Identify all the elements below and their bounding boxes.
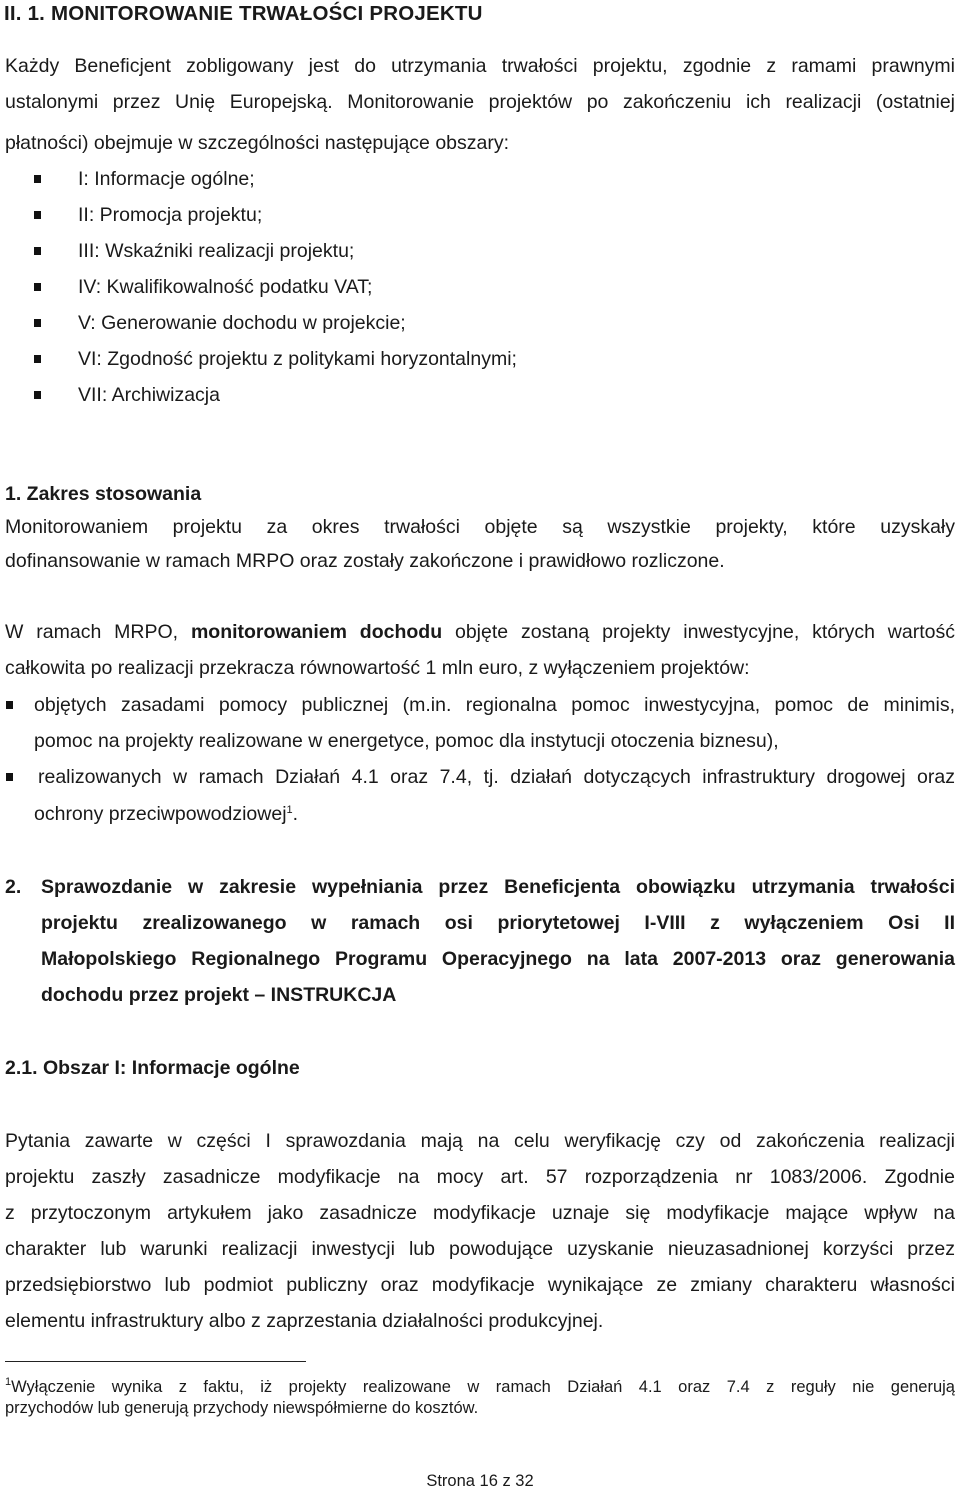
square-bullet-icon — [6, 701, 13, 709]
section-2-1-line-6: elementu infrastruktury albo z zaprzestania działalności produkcyjnej. — [5, 1310, 604, 1332]
section-2-heading-line-3: Małopolskiego Regionalnego Programu Operacyjnego na lata 2007-2013 oraz generowania — [41, 948, 955, 970]
area-item-3: III: Wskaźniki realizacji projektu; — [78, 240, 355, 262]
area-item-2: II: Promocja projektu; — [78, 204, 263, 226]
exclusion-1-line-1: objętych zasadami pomocy publicznej (m.in. regionalna pomoc inwestycyjna, pomoc de minimis, — [34, 694, 955, 716]
area-item-6: VI: Zgodność projektu z politykami horyzontalnymi; — [78, 348, 517, 370]
intro-line-1: Każdy Beneficjent zobligowany jest do utrzymania trwałości projektu, zgodnie z ramami prawnymi — [5, 55, 955, 77]
mrpo-bold-term: monitorowaniem dochodu — [190, 621, 443, 643]
section-1-heading: 1. Zakres stosowania — [5, 483, 202, 505]
square-bullet-icon — [34, 175, 41, 183]
footnote-line-2: przychodów lub generują przychody niewspółmierne do kosztów. — [5, 1399, 479, 1417]
footnote-mark: 1 — [5, 1376, 12, 1388]
intro-line-3: płatności) obejmuje w szczególności następujące obszary: — [5, 132, 510, 154]
square-bullet-icon — [34, 211, 41, 219]
square-bullet-icon — [34, 283, 41, 291]
section-2-heading-line-1: Sprawozdanie w zakresie wypełniania przez Beneficjenta obowiązku utrzymania trwałości — [41, 876, 955, 898]
footnote-separator — [5, 1361, 306, 1362]
section-2-1-line-3: z przytoczonym artykułem jako zasadnicze modyfikacje uznaje się modyfikacje mające wpływ na — [5, 1202, 955, 1224]
square-bullet-icon — [34, 355, 41, 363]
mrpo-line-1 — [5, 620, 955, 644]
section-2-number: 2. — [5, 876, 22, 898]
exclusion-2-end: . — [292, 803, 299, 825]
section-2-1-line-4: charakter lub warunki realizacji inwestycji lub powodujące uzyskanie nieuzasadnionej korzyści przez — [5, 1238, 955, 1260]
intro-line-2: ustalonymi przez Unię Europejską. Monitorowanie projektów po zakończeniu ich realizacji (ostatniej — [5, 91, 955, 113]
footnote-text-1: Wyłączenie wynika z faktu, iż projekty realizowane w ramach Działań 4.1 oraz 7.4 z reguły nie generują — [11, 1378, 955, 1396]
section-2-1-heading: 2.1. Obszar I: Informacje ogólne — [5, 1057, 300, 1079]
area-item-1: I: Informacje ogólne; — [78, 168, 255, 190]
section-2-heading-line-2: projektu zrealizowanego w ramach osi priorytetowej I-VIII z wyłączeniem Osi II — [41, 912, 955, 934]
footnote-reference: 1 — [286, 804, 293, 816]
section-1-line-1: Monitorowaniem projektu za okres trwałości objęte są wszystkie projekty, które uzyskały — [5, 516, 955, 538]
exclusion-1-line-2: pomoc na projekty realizowane w energetyce, pomoc dla instytucji otoczenia biznesu), — [34, 730, 779, 752]
square-bullet-icon — [6, 773, 13, 781]
exclusion-2-line-1: realizowanych w ramach Działań 4.1 oraz 7.4, tj. działań dotyczących infrastruktury drogowej oraz — [38, 766, 955, 788]
square-bullet-icon — [34, 319, 41, 327]
page-number: Strona 16 z 32 — [426, 1472, 534, 1490]
area-item-5: V: Generowanie dochodu w projekcie; — [78, 312, 406, 334]
section-2-1-line-2: projektu zaszły zasadnicze modyfikacje na mocy art. 57 rozporządzenia nr 1083/2006. Zgodnie — [5, 1166, 955, 1188]
footnote-line-1 — [5, 1377, 955, 1397]
area-item-7: VII: Archiwizacja — [78, 384, 220, 406]
exclusion-2-line-2 — [34, 802, 298, 826]
page-title: II. 1. MONITOROWANIE TRWAŁOŚCI PROJEKTU — [4, 2, 483, 25]
section-1-line-2: dofinansowanie w ramach MRPO oraz zostały zakończone i prawidłowo rozliczone. — [5, 550, 725, 572]
square-bullet-icon — [34, 391, 41, 399]
mrpo-text-pre: W ramach MRPO, — [5, 621, 191, 643]
section-2-heading-line-4: dochodu przez projekt – INSTRUKCJA — [41, 984, 397, 1006]
area-item-4: IV: Kwalifikowalność podatku VAT; — [78, 276, 373, 298]
mrpo-line-2: całkowita po realizacji przekracza równowartość 1 mln euro, z wyłączeniem projektów: — [5, 657, 750, 679]
mrpo-text-post: objęte zostaną projekty inwestycyjne, których wartość — [442, 621, 955, 643]
square-bullet-icon — [34, 247, 41, 255]
section-2-1-line-5: przedsiębiorstwo lub podmiot publiczny oraz modyfikacje wynikające ze zmiany charakteru własności — [5, 1274, 955, 1296]
section-2-1-line-1: Pytania zawarte w części I sprawozdania mają na celu weryfikację czy od zakończenia realizacji — [5, 1130, 955, 1152]
exclusion-2-text: ochrony przeciwpowodziowej — [34, 803, 287, 825]
